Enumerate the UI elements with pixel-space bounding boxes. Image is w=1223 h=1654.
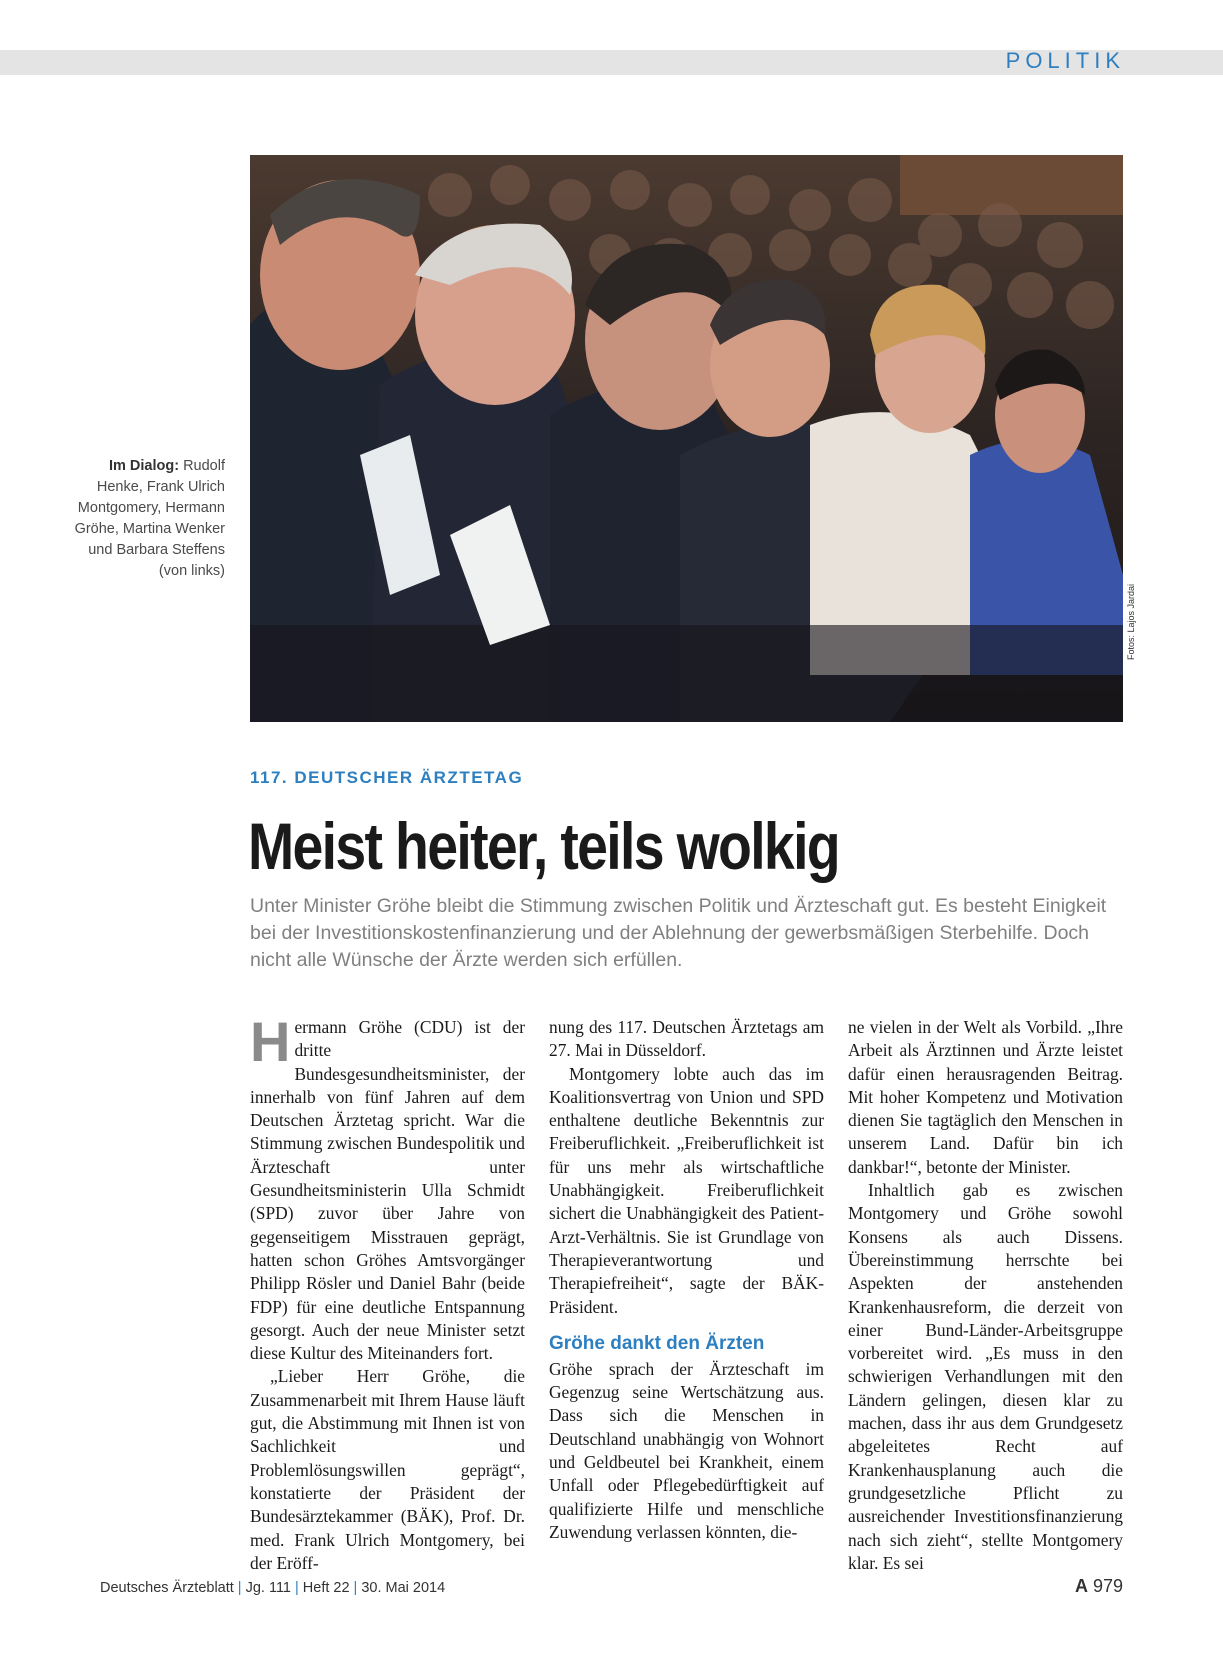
photo-caption — [60, 456, 225, 582]
article-photo — [250, 155, 1123, 722]
article-kicker: 117. DEUTSCHER ÄRZTETAG — [250, 768, 524, 787]
body-column-3 — [848, 1016, 1123, 1575]
journal-name: Deutsches Ärzteblatt — [100, 1580, 234, 1596]
drop-cap: H — [250, 1010, 291, 1073]
page-number-value: 979 — [1092, 1576, 1123, 1596]
article-headline: Meist heiter, teils wolkig — [248, 809, 839, 883]
article-subheading: Gröhe dankt den Ärzten — [549, 1332, 765, 1354]
page-number — [1075, 1576, 1123, 1597]
footer-separator: | — [295, 1580, 299, 1596]
body-column-1 — [250, 1010, 525, 1575]
body-paragraph: Gröhe sprach der Ärzteschaft im Gegenzug seine Wertschätzung aus. Dass sich die Menschen in Deutschland unabhängig von Wohnort und Geldbeutel bei Krankheit, einem Unfall oder Pflegebedürftigkeit auf qualifizierte Hilfe und menschliche Zuwendung verlassen könnten, die- — [549, 1358, 824, 1542]
body-paragraph: Montgomery lobte auch das im Koalitionsvertrag von Union und SPD enthaltene deutliche Bekenntnis zur Freiberuflichkeit. „Freiberuflichkeit ist für uns mehr als wirtschaftliche Unabhängigkeit. Freiberuflichkeit sichert die Unabhängigkeit des Patient-Arzt-Verhältnis. Sie ist Grundlage von Therapieverantwortung und Therapiefreiheit“, sagte der BÄK-Präsident. — [549, 1063, 824, 1317]
photo-credit: Fotos: Lajos Jardai — [1126, 583, 1136, 660]
body-paragraph — [250, 1010, 525, 1365]
caption-text: Rudolf Henke, Frank Ulrich Montgomery, Hermann Gröhe, Martina Wenker und Barbara Steffens (von links) — [74, 458, 225, 579]
issue-date: 30. Mai 2014 — [361, 1580, 446, 1596]
body-paragraph: Inhaltlich gab es zwischen Montgomery und Gröhe sowohl Konsens als auch Dissens. Übereinstimmung herrschte bei Aspekten der anstehenden Krankenhausreform, die derzeit von einer Bund-Länder-Arbeitsgruppe vorbereitet wird. „Es muss in den schwierigen Verhandlungen mit den Ländern gelingen, diesen klar zu machen, dass ihr aus dem Grundgesetz abgeleitetes Recht auf Krankenhausplanung auch die grundgesetzliche Pflicht zu ausreichender Investitionsfinanzierung nach sich zieht“, stellte Montgomery klar. Es sei — [848, 1180, 1123, 1573]
footer-separator: | — [237, 1580, 242, 1596]
page-footer — [100, 1580, 445, 1596]
body-paragraph: nung des 117. Deutschen Ärztetags am 27. Mai in Düsseldorf. — [549, 1017, 824, 1061]
paragraph-text: ermann Gröhe (CDU) ist der dritte Bundesgesundheitsminister, der innerhalb von fünf Jahren auf dem Deutschen Ärztetag spricht. War die Stimmung zwischen Bundespolitik und Ärzteschaft unter Gesundheitsministerin Ulla Schmidt (SPD) zuvor über Jahre von gegenseitigem Misstrauen geprägt, hatten schon Gröhes Amtsvorgänger Philipp Rösler und Daniel Bahr (beide FDP) für eine deutliche Entspannung gesorgt. Auch der neue Minister setzt diese Kultur des Miteinanders fort. — [250, 1017, 525, 1364]
page-prefix: A — [1074, 1576, 1088, 1596]
caption-lead: Im Dialog: — [108, 458, 180, 474]
section-label: POLITIK — [1005, 48, 1125, 73]
issue: Heft 22 — [302, 1580, 350, 1596]
footer-separator: | — [353, 1580, 358, 1596]
article-lead: Unter Minister Gröhe bleibt die Stimmung zwischen Politik und Ärzteschaft gut. Es besteht Einigkeit bei der Investitionskostenfinanzierung und der Ablehnung der gewerbsmäßigen Sterbehilfe. Doch nicht alle Wünsche der Ärzte werden sich erfüllen. — [250, 895, 1107, 971]
body-paragraph: ne vielen in der Welt als Vorbild. „Ihre Arbeit als Ärztinnen und Ärzte leistet dafür einen herausragenden Beitrag. Mit hoher Kompetenz und Motivation dienen Sie tagtäglich den Menschen in unserem Land. Dafür bin ich dankbar!“, betonte der Minister. — [848, 1017, 1123, 1177]
body-paragraph: „Lieber Herr Gröhe, die Zusammenarbeit mit Ihrem Hause läuft gut, die Abstimmung mit Ihnen ist von Sachlichkeit und Problemlösungswillen geprägt“, konstatierte der Präsident der Bundesärztekammer (BÄK), Prof. Dr. med. Frank Ulrich Montgomery, bei der Eröff- — [250, 1366, 525, 1573]
photo-illustration — [250, 155, 1123, 722]
body-column-2 — [549, 1016, 824, 1544]
volume: Jg. 111 — [245, 1580, 291, 1596]
